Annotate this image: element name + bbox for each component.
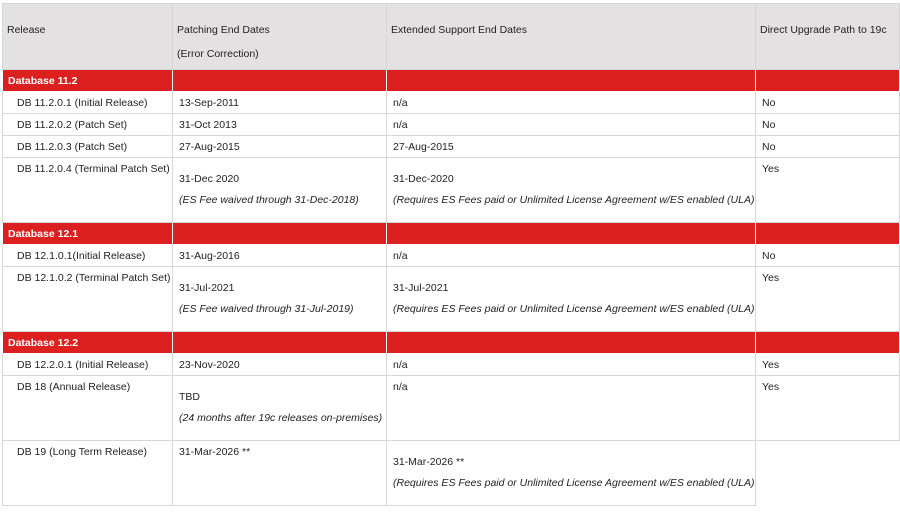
patching-note: (ES Fee waived through 31-Dec-2018) (179, 194, 359, 206)
patching-note: (ES Fee waived through 31-Jul-2019) (179, 303, 354, 315)
upgrade-cell: No (762, 140, 776, 153)
header-upgrade: Direct Upgrade Path to 19c (756, 4, 900, 70)
table-row (3, 441, 900, 506)
release-cell: DB 11.2.0.1 (Initial Release) (17, 96, 148, 109)
extended-cell: n/a (393, 358, 408, 371)
support-dates-table (2, 3, 900, 506)
table-row (3, 136, 900, 158)
release-cell: DB 12.2.0.1 (Initial Release) (17, 358, 149, 371)
patching-cell: 23-Nov-2020 (179, 358, 240, 371)
upgrade-cell: Yes (762, 272, 780, 284)
extended-note: (Requires ES Fees paid or Unlimited License Agreement w/ES enabled (ULA) (393, 194, 755, 206)
extended-cell: 31-Jul-2021 (393, 282, 449, 294)
release-cell: DB 11.2.0.4 (Terminal Patch Set) (17, 163, 170, 175)
table-row (3, 114, 900, 136)
section-title: Database 12.1 (3, 223, 173, 245)
patching-cell: 31-Aug-2016 (179, 249, 240, 262)
section-row-12-1 (3, 223, 900, 245)
release-cell: DB 11.2.0.2 (Patch Set) (17, 118, 128, 131)
extended-cell: 31-Dec-2020 (393, 173, 454, 185)
header-extended: Extended Support End Dates (387, 4, 756, 70)
patching-cell: 31-Jul-2021 (179, 282, 235, 294)
extended-cell: n/a (393, 96, 408, 109)
extended-cell: n/a (393, 249, 408, 262)
section-row-11-2 (3, 70, 900, 92)
release-cell: DB 19 (Long Term Release) (17, 446, 147, 458)
section-title: Database 11.2 (3, 70, 173, 92)
extended-cell: 31-Mar-2026 ** (393, 456, 465, 468)
upgrade-cell: Yes (762, 358, 780, 371)
upgrade-cell: No (762, 249, 776, 262)
release-cell: DB 12.1.0.1(Initial Release) (17, 249, 146, 262)
section-title: Database 12.2 (3, 332, 173, 354)
empty-cell (756, 441, 900, 506)
release-cell: DB 12.1.0.2 (Terminal Patch Set) (17, 272, 171, 284)
extended-note: (Requires ES Fees paid or Unlimited License Agreement w/ES enabled (ULA) (393, 303, 755, 315)
patching-cell: 31-Mar-2026 ** (179, 446, 251, 458)
extended-cell: 27-Aug-2015 (393, 140, 454, 153)
table-row (3, 376, 900, 441)
release-cell: DB 11.2.0.3 (Patch Set) (17, 140, 128, 153)
patching-note: (24 months after 19c releases on-premises) (179, 412, 383, 424)
patching-cell: 31-Dec 2020 (179, 173, 240, 185)
upgrade-cell: No (762, 118, 776, 131)
header-patching: Patching End Dates (Error Correction) (173, 4, 387, 70)
table-row (3, 245, 900, 267)
extended-cell: n/a (393, 118, 408, 131)
upgrade-cell: Yes (762, 163, 780, 175)
section-row-12-2 (3, 332, 900, 354)
header-row (3, 4, 900, 70)
release-cell: DB 18 (Annual Release) (17, 381, 131, 393)
table-row (3, 92, 900, 114)
header-release: Release (3, 4, 173, 70)
table-row (3, 267, 900, 332)
patching-cell: 31-Oct 2013 (179, 118, 237, 131)
patching-cell: TBD (179, 391, 200, 403)
extended-note: (Requires ES Fees paid or Unlimited License Agreement w/ES enabled (ULA) (393, 477, 755, 489)
table-row (3, 158, 900, 223)
table-row (3, 354, 900, 376)
patching-cell: 13-Sep-2011 (179, 96, 239, 109)
extended-cell: n/a (393, 381, 408, 393)
patching-cell: 27-Aug-2015 (179, 140, 240, 153)
upgrade-cell: Yes (762, 381, 780, 393)
upgrade-cell: No (762, 96, 776, 109)
